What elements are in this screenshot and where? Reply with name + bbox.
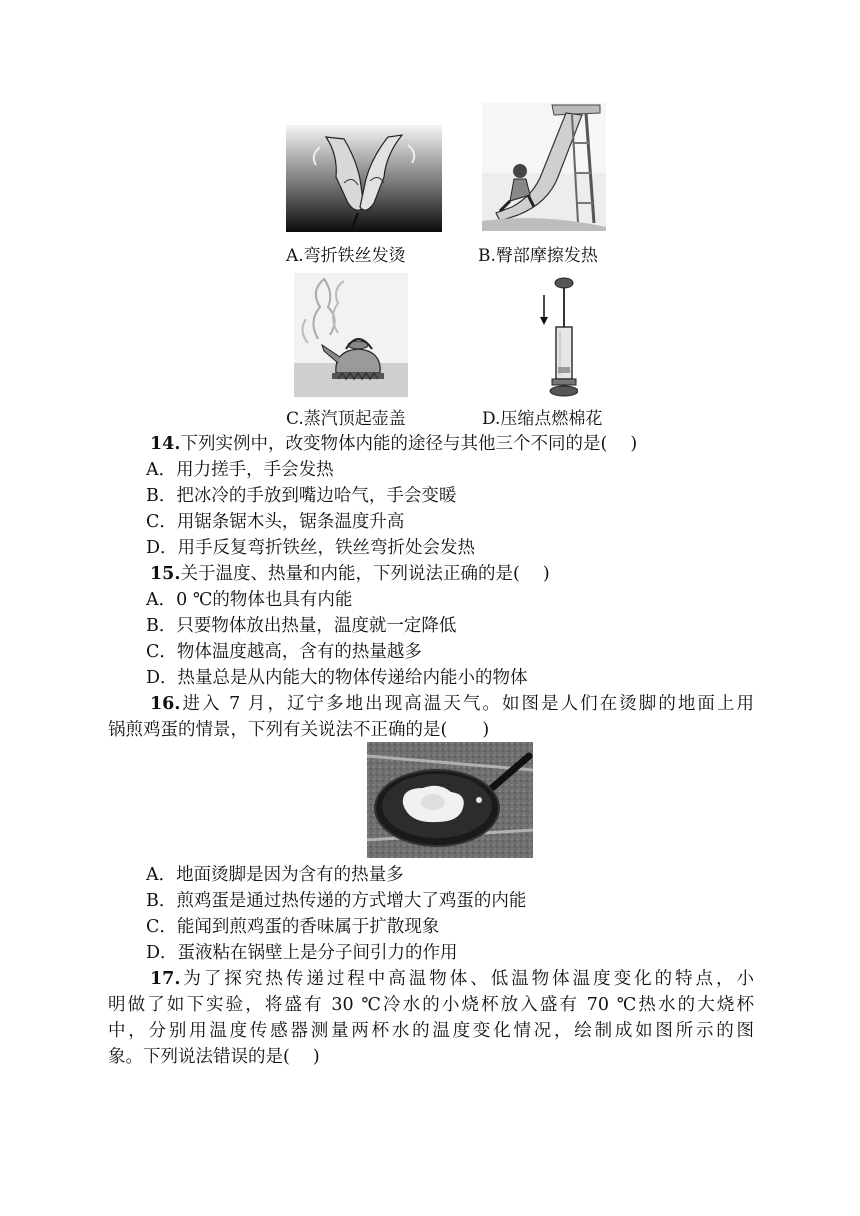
question-16-option-a: A．地面烫脚是因为含有的热量多 <box>146 865 404 885</box>
hands-bending-wire-image <box>286 125 442 232</box>
question-14-option-b: B．把冰冷的手放到嘴边哈气，手会变暖 <box>146 486 457 506</box>
question-17-stem-line-3: 中，分别用温度传感器测量两杯水的温度变化情况，绘制成如图所示的图 <box>108 1021 754 1041</box>
figure-d-caption: D.压缩点燃棉花 <box>482 409 603 429</box>
figure-b-slide <box>482 103 606 231</box>
question-17-stem-line-4: 象。下列说法错误的是( ) <box>108 1047 320 1067</box>
question-15-option-a: A．0 ℃的物体也具有内能 <box>146 590 353 610</box>
question-16-option-c: C．能闻到煎鸡蛋的香味属于扩散现象 <box>146 917 440 937</box>
figure-c-caption: C.蒸汽顶起壶盖 <box>286 409 406 429</box>
question-16-stem-line-1 <box>150 691 754 717</box>
figure-b-caption: B.臀部摩擦发热 <box>478 246 598 266</box>
question-16-text-1: 进入 7 月，辽宁多地出现高温天气。如图是人们在烫脚的地面上用 <box>180 694 754 714</box>
question-16-number: 16. <box>150 694 181 714</box>
question-15-option-c: C．物体温度越高，含有的热量越多 <box>146 642 422 662</box>
question-15-number: 15. <box>150 564 181 584</box>
question-14-option-c: C．用锯条锯木头，锯条温度升高 <box>146 512 405 532</box>
figure-c-kettle <box>294 273 408 397</box>
question-14-number: 14. <box>150 434 181 454</box>
question-17-stem-line-2: 明做了如下实验，将盛有 30 ℃冷水的小烧杯放入盛有 70 ℃热水的大烧杯 <box>108 995 754 1015</box>
question-14-text: 下列实例中，改变物体内能的途径与其他三个不同的是( ) <box>180 434 638 454</box>
figure-a-bending-wire <box>286 125 442 232</box>
figure-egg-pan <box>367 742 533 858</box>
figure-d-fire-piston <box>536 277 578 399</box>
question-15-option-b: B．只要物体放出热量，温度就一定降低 <box>146 616 457 636</box>
steaming-kettle-image <box>294 273 408 397</box>
egg-frying-pan-image <box>367 742 533 858</box>
question-15-text: 关于温度、热量和内能，下列说法正确的是( ) <box>180 564 550 584</box>
question-16-option-b: B．煎鸡蛋是通过热传递的方式增大了鸡蛋的内能 <box>146 891 527 911</box>
question-16-stem-line-2: 锅煎鸡蛋的情景，下列有关说法不正确的是( ) <box>108 720 490 740</box>
question-17-text-1: 为了探究热传递过程中高温物体、低温物体温度变化的特点，小 <box>180 969 754 989</box>
question-14-option-a: A．用力搓手，手会发热 <box>146 460 334 480</box>
figure-a-caption: A.弯折铁丝发烫 <box>286 246 406 266</box>
question-14-option-d: D．用手反复弯折铁丝，铁丝弯折处会发热 <box>146 538 476 558</box>
question-15-option-d: D．热量总是从内能大的物体传递给内能小的物体 <box>146 668 528 688</box>
question-17-stem-line-1 <box>150 966 754 992</box>
question-14-stem <box>150 431 637 457</box>
question-17-number: 17. <box>150 969 181 989</box>
fire-piston-image <box>536 277 578 399</box>
child-on-slide-image <box>482 103 606 231</box>
question-16-option-d: D．蛋液粘在锅壁上是分子间引力的作用 <box>146 943 458 963</box>
question-15-stem <box>150 561 550 587</box>
